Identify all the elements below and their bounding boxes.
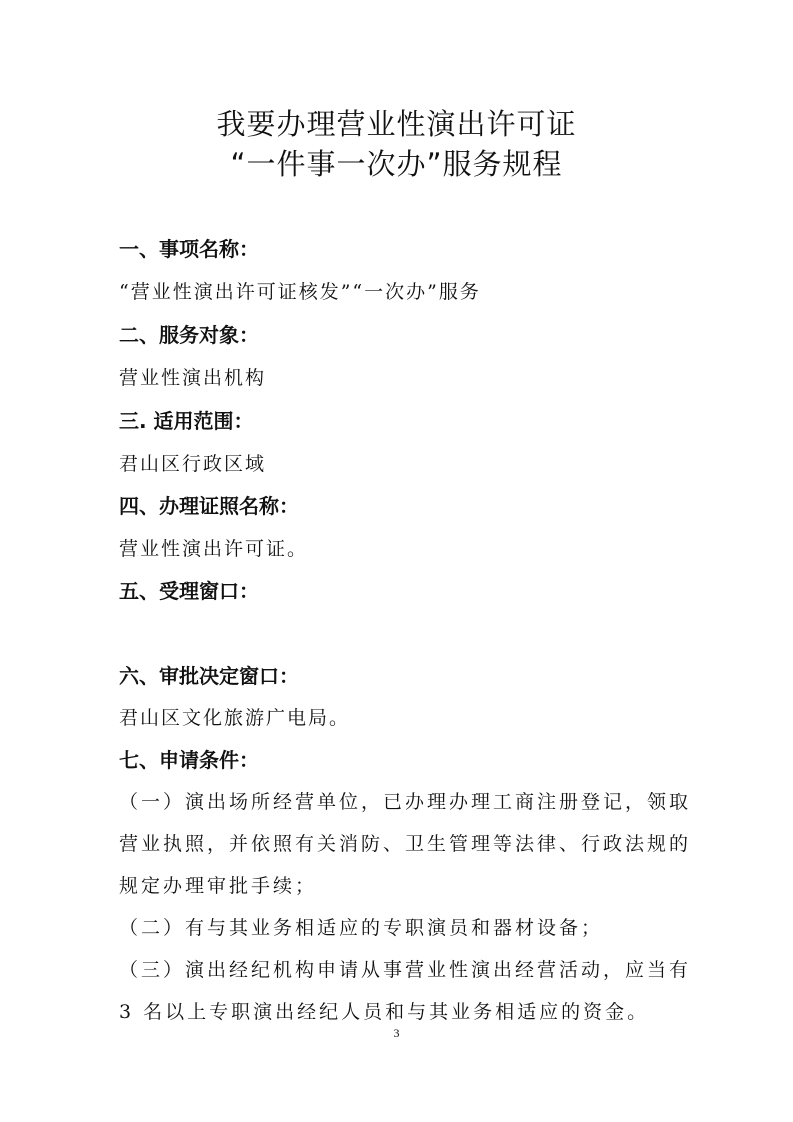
page-title: 我要办理营业性演出许可证 bbox=[216, 107, 577, 141]
condition-line: 营业执照，并依照有关消防、卫生管理等法律、行政法规的 bbox=[119, 833, 692, 855]
condition-line: 3 名以上专职演出经纪人员和与其业务相适应的资金。 bbox=[119, 1001, 650, 1023]
section-heading-service-target: 二、服务对象： bbox=[119, 323, 259, 347]
section-body-scope: 君山区行政区域 bbox=[119, 453, 267, 475]
condition-line: （一）演出场所经营单位，已办理办理工商注册登记，领取 bbox=[119, 791, 692, 813]
section-body-approval-window: 君山区文化旅游广电局。 bbox=[119, 707, 351, 729]
section-heading-scope: 三. 适用范围： bbox=[119, 409, 254, 433]
section-heading-item-name: 一、事项名称： bbox=[119, 237, 259, 261]
condition-line: （二）有与其业务相适应的专职演员和器材设备； bbox=[119, 917, 604, 939]
section-heading-certificate-name: 四、办理证照名称： bbox=[119, 494, 299, 518]
section-body-certificate-name: 营业性演出许可证。 bbox=[119, 538, 309, 560]
section-heading-acceptance-window: 五、受理窗口： bbox=[119, 579, 259, 603]
page-number: 3 bbox=[393, 1026, 400, 1040]
page-subtitle: “一件事一次办”服务规程 bbox=[230, 147, 563, 181]
condition-line: （三）演出经纪机构申请从事营业性演出经营活动，应当有 bbox=[119, 959, 692, 981]
section-body-service-target: 营业性演出机构 bbox=[119, 367, 267, 389]
section-heading-application-conditions: 七、申请条件： bbox=[119, 748, 259, 772]
section-body-item-name: “营业性演出许可证核发”“一次办”服务 bbox=[119, 281, 481, 303]
section-heading-approval-window: 六、审批决定窗口： bbox=[119, 664, 299, 688]
condition-line: 规定办理审批手续； bbox=[119, 875, 318, 897]
